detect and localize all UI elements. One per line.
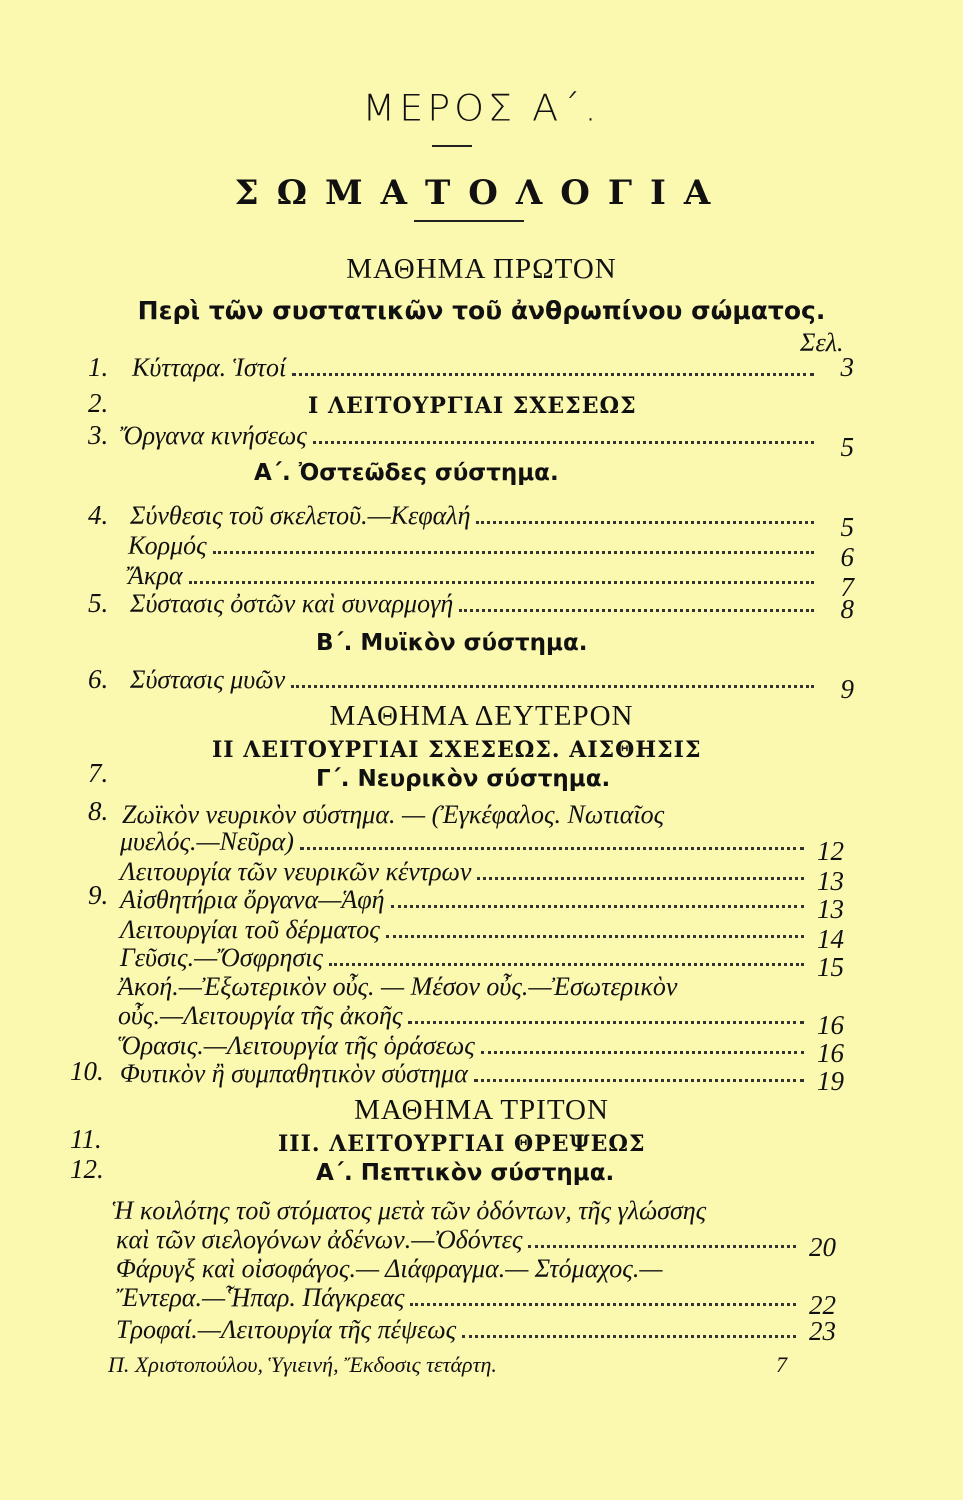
leader-dots <box>474 1078 804 1082</box>
lesson-subtitle-1: Περὶ τῶν συστατικῶν τοῦ ἀνθρωπίνου σώματος. <box>137 296 826 325</box>
toc-entry <box>120 856 844 896</box>
section-heading: ΙΙΙ. ΛΕΙΤΟΥΡΓΙΑΙ ΘΡΕΨΕΩΣ <box>278 1131 646 1157</box>
toc-text: Ὄργανα κινήσεως <box>120 421 307 450</box>
toc-entry <box>116 1224 836 1262</box>
toc-page: 8 <box>840 594 854 624</box>
toc-text: μυελός.—Νεῦρα) <box>120 827 294 856</box>
leader-dots <box>410 1302 796 1306</box>
toc-page: 16 <box>817 1038 844 1068</box>
lesson-title-2: ΜΑΘΗΜΑ ΔΕΥΤΕΡΟΝ <box>329 700 634 732</box>
toc-page: 12 <box>817 836 844 866</box>
toc-entry <box>118 1000 844 1040</box>
subsection-heading: Β΄. Μυϊκὸν σύστημα. <box>316 630 588 656</box>
item-number: 3. <box>88 420 109 450</box>
toc-page: 14 <box>817 924 844 954</box>
item-number: 1. <box>88 352 109 382</box>
toc-entry <box>120 942 844 982</box>
toc-text: Ἄκρα <box>128 561 183 590</box>
toc-entry <box>130 664 854 704</box>
toc-entry <box>116 1314 836 1345</box>
toc-entry <box>132 352 854 383</box>
leader-dots <box>189 580 815 584</box>
leader-dots <box>408 1020 804 1024</box>
toc-page: 5 <box>840 512 854 542</box>
toc-page: 13 <box>817 866 844 896</box>
lesson-title-1: ΜΑΘΗΜΑ ΠΡΩΤΟΝ <box>346 253 617 285</box>
divider <box>414 220 524 222</box>
leader-dots <box>459 608 814 612</box>
part-title: ΜΕΡΟΣ Α΄. <box>362 87 601 129</box>
toc-entry <box>118 1030 844 1068</box>
footer-text: Π. Χριστοπούλου, Ὑγιεινή, Ἔκδοσις τετάρτη. <box>108 1352 497 1377</box>
item-number: 12. <box>70 1154 104 1184</box>
toc-entry <box>130 588 854 624</box>
leader-dots <box>386 934 804 938</box>
toc-text: Τροφαί.—Λειτουργία τῆς πέψεως <box>116 1315 457 1344</box>
subsection-heading: Α΄. Πεπτικὸν σύστημα. <box>316 1160 615 1186</box>
leader-dots <box>462 1334 796 1338</box>
toc-text: Ὅρασις.—Λειτουργία τῆς ὁράσεως <box>118 1031 475 1060</box>
toc-text: καὶ τῶν σιελογόνων ἀδένων.—Ὀδόντες <box>116 1225 523 1254</box>
item-number: 5. <box>88 588 109 618</box>
leader-dots <box>313 440 814 444</box>
toc-page: 20 <box>809 1232 836 1262</box>
toc-page: 23 <box>809 1316 836 1346</box>
divider <box>432 145 472 147</box>
toc-entry <box>130 500 854 542</box>
toc-page: 7 <box>840 572 854 602</box>
toc-text: Λειτουργία τῶν νευρικῶν κέντρων <box>120 857 472 886</box>
toc-entry <box>120 826 844 866</box>
toc-entry <box>128 560 854 602</box>
page-number: 7 <box>776 1352 787 1377</box>
toc-text: Ἡ κοιλότης τοῦ στόματος μετὰ τῶν ὀδόντων, τῆς γλώσσης <box>112 1196 707 1225</box>
item-number: 9. <box>88 880 109 910</box>
leader-dots <box>329 962 804 966</box>
toc-entry <box>128 530 854 572</box>
toc-text: Ἀκοή.—Ἐξωτερικὸν οὖς. — Μέσον οὖς.—Ἐσωτερικὸν <box>118 972 678 1001</box>
toc-page: 16 <box>817 1010 844 1040</box>
item-number: 8. <box>88 796 109 826</box>
page-column-label: Σελ. <box>800 328 844 357</box>
section-heading: Ι ΛΕΙΤΟΥΡΓΙΑΙ ΣΧΕΣΕΩΣ <box>308 393 637 419</box>
toc-page: 15 <box>817 952 844 982</box>
toc-page: 3 <box>840 352 854 382</box>
item-number: 11. <box>70 1124 102 1154</box>
leader-dots <box>292 372 814 376</box>
toc-page: 5 <box>840 432 854 462</box>
toc-text: Ἔντερα.—Ἧπαρ. Πάγκρεας <box>116 1283 405 1312</box>
toc-text: Αἰσθητήρια ὄργανα—Ἁφή <box>120 885 385 914</box>
subsection-heading: Γ΄. Νευρικὸν σύστημα. <box>316 766 611 792</box>
toc-text: Λειτουργίαι τοῦ δέρματος <box>120 915 380 944</box>
toc-entry <box>120 884 844 924</box>
toc-text: οὖς.—Λειτουργία τῆς ἀκοῆς <box>118 1001 403 1030</box>
toc-page: 13 <box>817 894 844 924</box>
toc-text: Γεῦσις.—Ὄσφρησις <box>120 943 323 972</box>
leader-dots <box>481 1050 804 1054</box>
leader-dots <box>213 550 814 554</box>
item-number: 7. <box>88 758 109 788</box>
toc-entry <box>120 914 844 954</box>
toc-text: Κορμός <box>128 531 207 560</box>
toc-text: Σύνθεσις τοῦ σκελετοῦ.—Κεφαλή <box>130 501 471 530</box>
toc-page: 9 <box>840 674 854 704</box>
section-heading: ΙΙ ΛΕΙΤΟΥΡΓΙΑΙ ΣΧΕΣΕΩΣ. ΑΙΣΘΗΣΙΣ <box>212 737 702 763</box>
toc-page: 6 <box>840 542 854 572</box>
lesson-title-3: ΜΑΘΗΜΑ ΤΡΙΤΟΝ <box>354 1094 609 1126</box>
toc-text: Φυτικὸν ἢ συμπαθητικὸν σύστημα <box>120 1059 468 1088</box>
toc-page: 22 <box>809 1290 836 1320</box>
toc-text: Φάρυγξ καὶ οἰσοφάγος.— Διάφραγμα.— Στόμαχος.— <box>116 1254 663 1283</box>
item-number: 2. <box>88 388 109 418</box>
leader-dots <box>528 1244 796 1248</box>
toc-text: Σύστασις ὀστῶν καὶ συναρμογή <box>130 589 454 618</box>
leader-dots <box>391 904 805 908</box>
toc-text: Κύτταρα. Ἱστοί <box>132 353 287 382</box>
toc-text: Ζωϊκὸν νευρικὸν σύστημα. — (Ἐγκέφαλος. Νωτιαῖος <box>122 800 665 829</box>
toc-entry <box>120 420 854 462</box>
main-title: ΣΩΜΑΤΟΛΟΓΙΑ <box>234 173 729 213</box>
item-number: 6. <box>88 664 109 694</box>
toc-text: Σύστασις μυῶν <box>130 665 286 694</box>
toc-entry <box>116 1282 836 1320</box>
subsection-heading: Α΄. Ὀστεῶδες σύστημα. <box>254 460 559 486</box>
leader-dots <box>476 520 814 524</box>
item-number: 4. <box>88 500 109 530</box>
toc-page: 19 <box>817 1066 844 1096</box>
leader-dots <box>291 684 814 688</box>
leader-dots <box>477 876 804 880</box>
leader-dots <box>300 846 804 850</box>
item-number: 10. <box>70 1056 104 1086</box>
toc-entry <box>120 1058 844 1096</box>
